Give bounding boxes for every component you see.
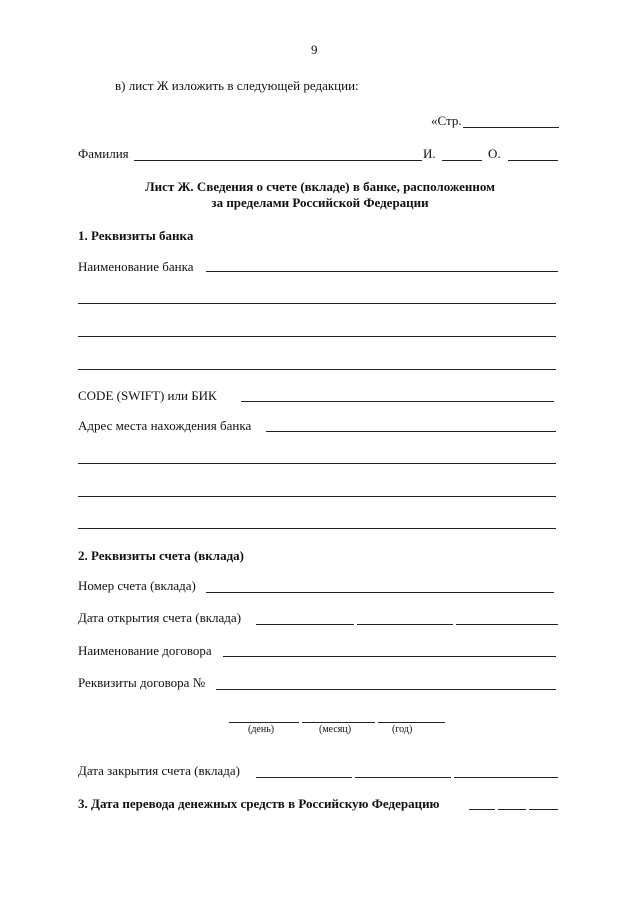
address-field-4[interactable] bbox=[78, 528, 556, 529]
account-number-field[interactable] bbox=[206, 592, 554, 593]
contract-details-field[interactable] bbox=[216, 689, 556, 690]
sheet-title-line1: Лист Ж. Сведения о счете (вкладе) в банке, расположенном bbox=[145, 179, 495, 194]
page-ref-label: «Стр. bbox=[431, 113, 462, 128]
date-month-caption: (месяц) bbox=[319, 724, 352, 735]
bank-name-field-2[interactable] bbox=[78, 303, 556, 304]
section3-title: 3. Дата перевода денежных средств в Российскую Федерацию bbox=[78, 796, 440, 811]
address-field[interactable] bbox=[266, 431, 556, 432]
address-field-2[interactable] bbox=[78, 463, 556, 464]
contract-date-year-field[interactable] bbox=[378, 722, 445, 723]
initial-i-label: И. bbox=[423, 146, 436, 161]
sheet-title-line2: за пределами Российской Федерации bbox=[211, 195, 429, 210]
bank-name-field[interactable] bbox=[206, 271, 558, 272]
address-field-3[interactable] bbox=[78, 496, 556, 497]
section1-title: 1. Реквизиты банка bbox=[78, 228, 194, 243]
close-date-year-field[interactable] bbox=[454, 777, 558, 778]
address-label: Адрес места нахождения банка bbox=[78, 418, 252, 433]
close-date-label: Дата закрытия счета (вклада) bbox=[78, 763, 240, 778]
contract-name-field[interactable] bbox=[223, 656, 556, 657]
contract-details-label: Реквизиты договора № bbox=[78, 675, 206, 690]
transfer-date-year-field[interactable] bbox=[529, 809, 558, 810]
open-date-year-field[interactable] bbox=[456, 624, 558, 625]
open-date-label: Дата открытия счета (вклада) bbox=[78, 610, 242, 625]
initial-o-field[interactable] bbox=[508, 160, 558, 161]
bank-name-label: Наименование банка bbox=[78, 259, 194, 274]
surname-field[interactable] bbox=[134, 160, 422, 161]
transfer-date-day-field[interactable] bbox=[469, 809, 495, 810]
contract-date-month-field[interactable] bbox=[302, 722, 375, 723]
surname-label: Фамилия bbox=[78, 146, 129, 161]
swift-field[interactable] bbox=[241, 401, 554, 402]
page-number: 9 bbox=[311, 42, 318, 57]
open-date-day-field[interactable] bbox=[256, 624, 354, 625]
close-date-month-field[interactable] bbox=[355, 777, 451, 778]
initial-o-label: О. bbox=[488, 146, 501, 161]
swift-label: CODE (SWIFT) или БИК bbox=[78, 388, 217, 403]
close-date-day-field[interactable] bbox=[256, 777, 352, 778]
transfer-date-month-field[interactable] bbox=[498, 809, 526, 810]
bank-name-field-3[interactable] bbox=[78, 336, 556, 337]
page-ref-field[interactable] bbox=[463, 127, 559, 128]
bank-name-field-4[interactable] bbox=[78, 369, 556, 370]
open-date-month-field[interactable] bbox=[357, 624, 453, 625]
contract-date-day-field[interactable] bbox=[229, 722, 299, 723]
section2-title: 2. Реквизиты счета (вклада) bbox=[78, 548, 244, 563]
initial-i-field[interactable] bbox=[442, 160, 482, 161]
account-number-label: Номер счета (вклада) bbox=[78, 578, 196, 593]
date-day-caption: (день) bbox=[248, 724, 275, 735]
intro-text: в) лист Ж изложить в следующей редакции: bbox=[115, 78, 359, 93]
date-year-caption: (год) bbox=[392, 724, 413, 735]
contract-name-label: Наименование договора bbox=[78, 643, 212, 658]
